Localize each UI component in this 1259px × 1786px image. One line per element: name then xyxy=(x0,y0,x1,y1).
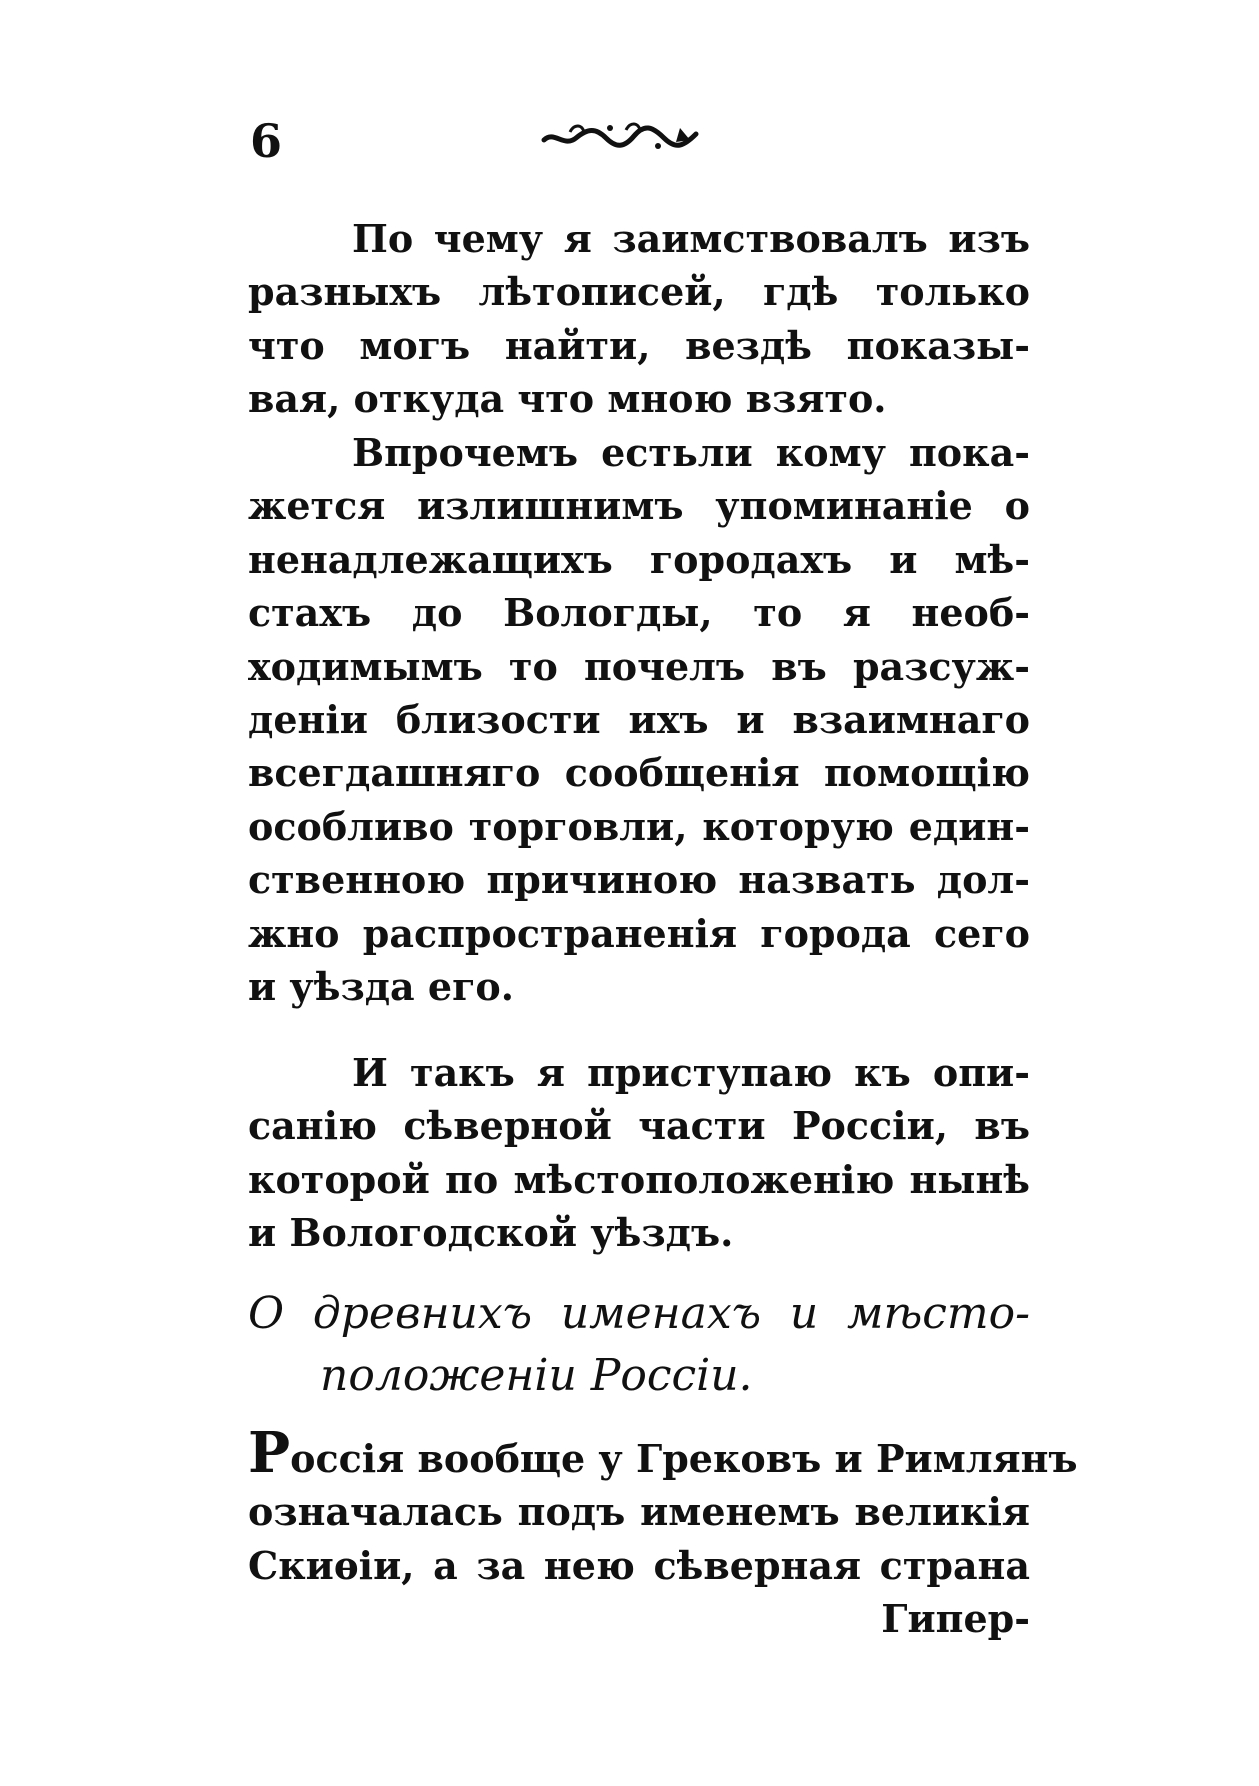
text-line: ственною причиною назвать дол- xyxy=(248,857,1030,903)
paragraph-2 xyxy=(248,426,1030,1013)
text-line: вая, откуда что мною взято. xyxy=(248,376,887,422)
paragraph-1 xyxy=(248,212,1030,426)
heading-line: О древнихъ именахъ и мѣсто- xyxy=(248,1288,1030,1339)
section-heading xyxy=(248,1283,1030,1407)
text-line: Впрочемъ естьли кому пока- xyxy=(352,430,1030,475)
text-line: жется излишнимъ упоминанiе о xyxy=(248,483,1030,529)
text-line: и уѣзда его. xyxy=(248,963,514,1009)
text-line: всегдашняго сообщенiя помощiю xyxy=(248,750,1030,796)
page-number: 6 xyxy=(250,114,283,168)
paragraph-4 xyxy=(248,1420,1078,1646)
first-line-text: оссiя вообще у Грековъ и Римлянъ xyxy=(290,1436,1078,1481)
text-line: которой по мѣстоположенiю нынѣ xyxy=(248,1156,1030,1202)
text-line: Скиѳiи, а за нею сѣверная страна xyxy=(248,1542,1030,1588)
text-line: и Вологодской уѣздъ. xyxy=(248,1210,734,1256)
text-line: что могъ найти, вездѣ показы- xyxy=(248,322,1030,368)
paragraph-3 xyxy=(248,1046,1030,1260)
text-line: По чему я заимствовалъ изъ xyxy=(352,216,1030,261)
text-line: жно распространенiя города сего xyxy=(248,910,1030,956)
text-line: денiи близости ихъ и взаимнаго xyxy=(248,696,1030,742)
text-line: санiю сѣверной части Россiи, въ xyxy=(248,1103,1030,1149)
text-line: ходимымъ то почелъ въ разсуж- xyxy=(248,643,1030,689)
ornament-flourish-icon xyxy=(540,118,700,158)
text-line: стахъ до Вологды, то я необ- xyxy=(248,590,1030,636)
text-line: ненадлежащихъ городахъ и мѣ- xyxy=(248,536,1030,582)
drop-cap: Р xyxy=(248,1420,291,1486)
text-line xyxy=(248,1420,1078,1486)
text-line: означалась подъ именемъ великiя xyxy=(248,1489,1030,1535)
text-line: И такъ я приступаю къ опи- xyxy=(352,1050,1030,1095)
text-line: особливо торговли, которую един- xyxy=(248,803,1030,849)
catchword: Гипер- xyxy=(881,1596,1030,1642)
text-line: разныхъ лѣтописей, гдѣ только xyxy=(248,269,1030,315)
heading-line: положенiи Россiи. xyxy=(320,1350,753,1401)
